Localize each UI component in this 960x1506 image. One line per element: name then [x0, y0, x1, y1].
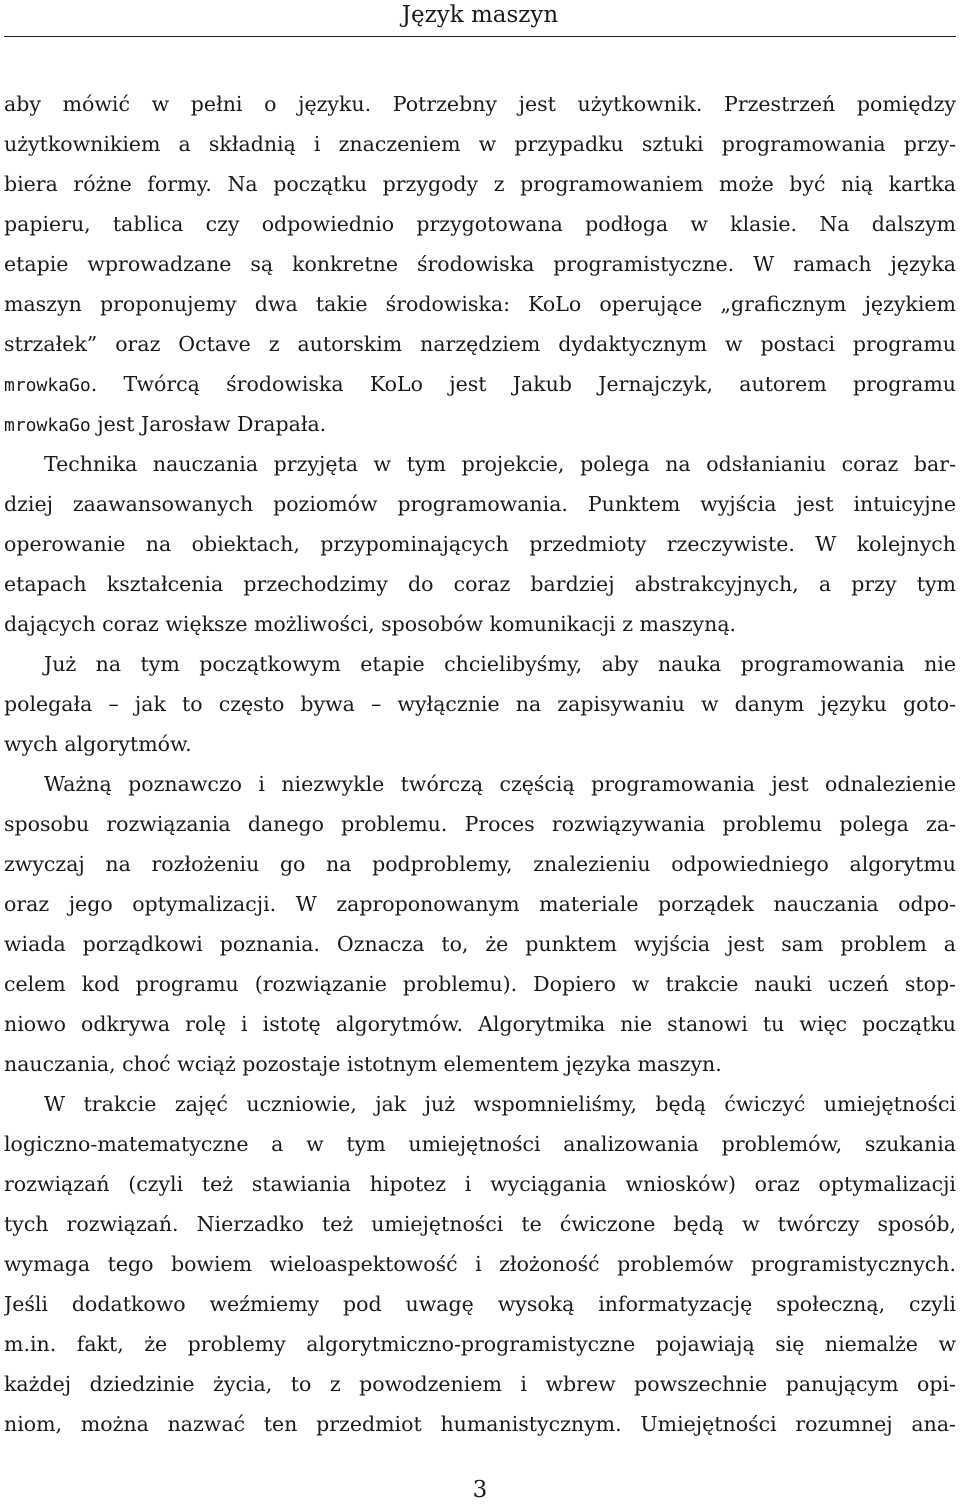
text-fragment: jest Jarosław Drapała.: [90, 412, 327, 436]
paragraph-first-line: Ważną poznawczo i niezwykle twórczą częścią programowania jest odnalezienie: [44, 772, 956, 796]
text-line: m.in. fakt, że problemy algorytmiczno-programistyczne pojawiają się niemalże w: [4, 1332, 956, 1356]
text-line: etapach kształcenia przechodzimy do coraz bardziej abstrakcyjnych, a przy tym: [4, 572, 956, 596]
text-line: zwyczaj na rozłożeniu go na podproblemy, znalezieniu odpowiedniego algorytmu: [4, 852, 956, 876]
running-header: [0, 0, 960, 34]
text-line: strzałek” oraz Octave z autorskim narzędziem dydaktycznym w postaci programu: [4, 332, 956, 356]
paragraph-first-line: Już na tym początkowym etapie chcielibyśmy, aby nauka programowania nie: [44, 652, 956, 676]
page-number: [0, 1475, 960, 1505]
text-line: wych algorytmów.: [4, 732, 192, 756]
text-line: dających coraz większe możliwości, sposobów komunikacji z maszyną.: [4, 612, 737, 636]
running-header-title: Język maszyn: [401, 2, 559, 28]
text-line: oraz jego optymalizacji. W zaproponowanym materiale porządek nauczania odpo-: [4, 892, 956, 916]
text-line: wiada porządkowi poznania. Oznacza to, że punktem wyjścia jest sam problem a: [4, 932, 956, 956]
text-line: Jeśli dodatkowo weźmiemy pod uwagę wysoką informatyzację społeczną, czyli: [4, 1292, 956, 1316]
text-line: celem kod programu (rozwiązanie problemu). Dopiero w trakcie nauki uczeń stop-: [4, 972, 956, 996]
text-line: nauczania, choć wciąż pozostaje istotnym elementem języka maszyn.: [4, 1052, 722, 1076]
text-line: aby mówić w pełni o języku. Potrzebny jest użytkownik. Przestrzeń pomiędzy: [4, 92, 956, 116]
text-line: papieru, tablica czy odpowiednio przygotowana podłoga w klasie. Na dalszym: [4, 212, 956, 236]
body-text: [4, 84, 956, 1444]
text-fragment: . Twórcą środowiska KoLo jest Jakub Jernajczyk, autorem programu: [90, 372, 956, 396]
text-line: wymaga tego bowiem wieloaspektowość i złożoność problemów programistycznych.: [4, 1252, 956, 1276]
paragraph-first-line: Technika nauczania przyjęta w tym projekcie, polega na odsłanianiu coraz bar-: [44, 452, 956, 476]
text-line: [4, 364, 956, 404]
text-line: polegała – jak to często bywa – wyłącznie na zapisywaniu w danym języku goto-: [4, 692, 956, 716]
text-line: niowo odkrywa rolę i istotę algorytmów. Algorytmika nie stanowi tu więc początku: [4, 1012, 956, 1036]
text-line: [4, 404, 956, 444]
text-line: każdej dziedzinie życia, to z powodzeniem i wbrew powszechnie panującym opi-: [4, 1372, 956, 1396]
text-line: tych rozwiązań. Nierzadko też umiejętności te ćwiczone będą w twórczy sposób,: [4, 1212, 956, 1236]
text-line: etapie wprowadzane są konkretne środowiska programistyczne. W ramach języka: [4, 252, 956, 276]
program-name: mrowkaGo: [4, 415, 91, 436]
text-line: operowanie na obiektach, przypominających przedmioty rzeczywiste. W kolejnych: [4, 532, 956, 556]
text-line: dziej zaawansowanych poziomów programowania. Punktem wyjścia jest intuicyjne: [4, 492, 956, 516]
text-line: sposobu rozwiązania danego problemu. Proces rozwiązywania problemu polega za-: [4, 812, 956, 836]
paragraph-first-line: W trakcie zajęć uczniowie, jak już wspomnieliśmy, będą ćwiczyć umiejętności: [44, 1092, 956, 1116]
text-line: rozwiązań (czyli też stawiania hipotez i wyciągania wniosków) oraz optymalizacji: [4, 1172, 956, 1196]
header-rule: [4, 36, 956, 37]
text-line: niom, można nazwać ten przedmiot humanistycznym. Umiejętności rozumnej ana-: [4, 1412, 956, 1436]
text-line: maszyn proponujemy dwa takie środowiska: KoLo operujące „graficznym językiem: [4, 292, 956, 316]
text-line: biera różne formy. Na początku przygody z programowaniem może być nią kartka: [4, 172, 956, 196]
text-line: logiczno-matematyczne a w tym umiejętności analizowania problemów, szukania: [4, 1132, 956, 1156]
program-name: mrowkaGo: [4, 375, 91, 396]
text-line: użytkownikiem a składnią i znaczeniem w przypadku sztuki programowania przy-: [4, 132, 956, 156]
page-number-value: 3: [472, 1477, 488, 1503]
